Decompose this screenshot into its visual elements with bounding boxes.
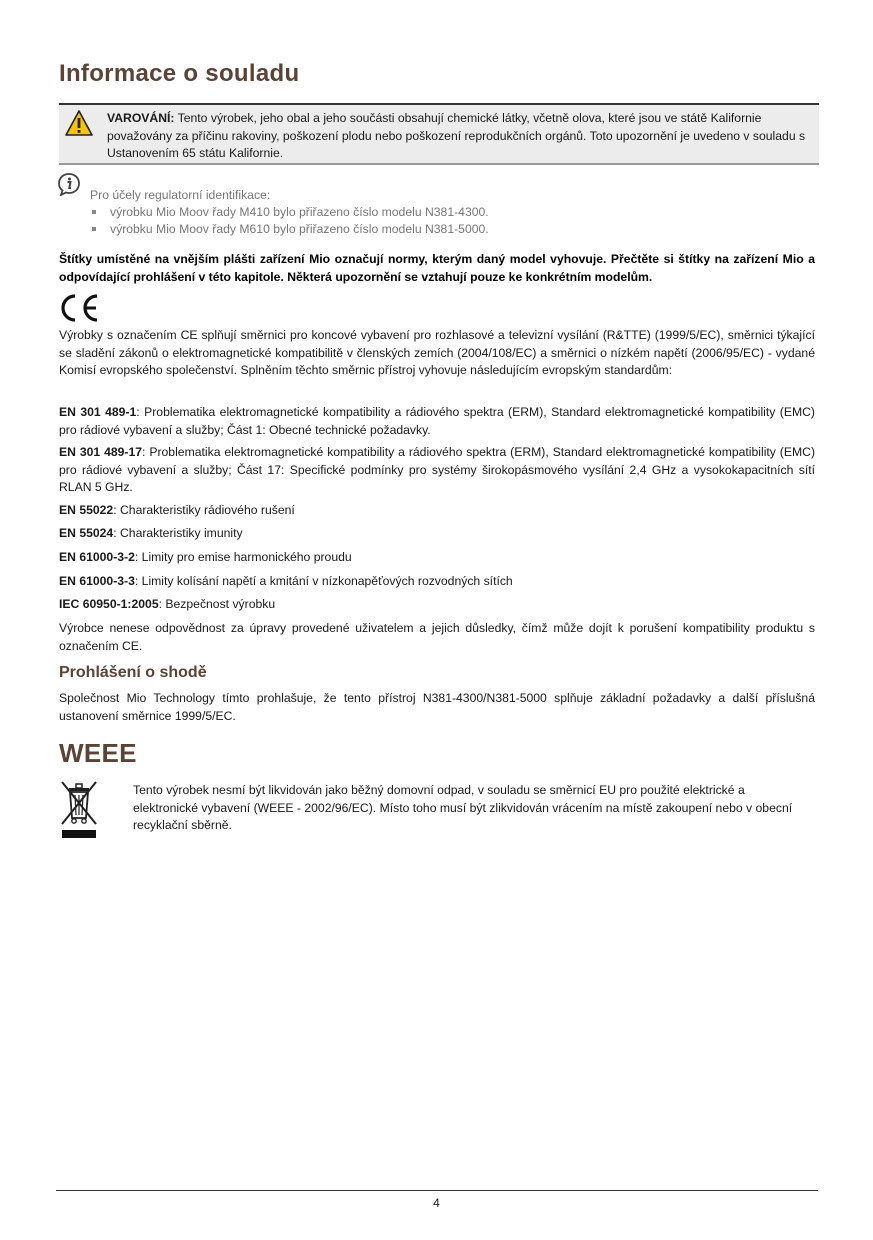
standard-desc: : Bezpečnost výrobku [158, 597, 276, 611]
standard-desc: : Problematika elektromagnetické kompatibility a rádiového spektra (ERM), Standard elektromagnetické kompatibility (EMC) pro rádiové vybavení a služby; Část 17: Specifické podmínky pro systémy širokopásmového vysílání 2,4 GHz a vysokokapacitních sítí RLAN 5 GHz. [59, 445, 815, 495]
standard-item [59, 525, 815, 543]
page-title: Informace o souladu [59, 60, 300, 87]
ce-mark-icon [59, 293, 101, 323]
standard-item [59, 549, 815, 567]
standard-item [59, 502, 815, 520]
standard-item [59, 404, 815, 439]
declaration-text: Společnost Mio Technology tímto prohlašuje, že tento přístroj N381-4300/N381-5000 splňuje základní požadavky a další příslušná ustanovení směrnice 1999/5/EC. [59, 691, 815, 723]
standard-code: IEC 60950-1:2005 [59, 597, 159, 611]
footer-divider [56, 1190, 818, 1191]
ce-description: Výrobky s označením CE splňují směrnici pro koncové vybavení pro rozhlasové a televizní vysílání (R&TTE) (1999/5/EC), směrnici týkající se sladění zákonů o elektromagnetické kompatibilitě v členských zemích (2004/108/EC) a směrnici o nízkém napětí (2006/95/EC) - vydané Komisí evropského společenství. Splněním těchto směrnic přístroj vyhovuje následujícím evropským standardům: [59, 328, 815, 378]
standard-item [59, 573, 815, 591]
manufacturer-note: Výrobce nenese odpovědnost za úpravy provedené uživatelem a jejich důsledky, čímž může dojít k porušení kompatibility produktu s označením CE. [59, 621, 815, 653]
standard-item [59, 444, 815, 497]
standard-code: EN 301 489-1 [59, 405, 137, 419]
warning-text [107, 110, 811, 163]
standard-desc: : Limity kolísání napětí a kmitání v nízkonapěťových rozvodných sítích [134, 574, 513, 588]
regulatory-note [90, 187, 489, 238]
note-intro: Pro účely regulatorní identifikace: [90, 188, 271, 202]
warning-label: VAROVÁNÍ: [107, 111, 175, 125]
weee-text: Tento výrobek nesmí být likvidován jako běžný domovní odpad, v souladu se směrnicí EU pro použité elektrické a elektronické vybavení (WEEE - 2002/96/EC). Místo toho musí být zlikvidován vrácením na místě zakoupení nebo v obecní recyklační sběrně. [133, 783, 793, 833]
weee-heading: WEEE [59, 738, 137, 768]
warning-box [59, 103, 819, 165]
standard-desc: : Charakteristiky rádiového rušení [113, 503, 295, 517]
standard-desc: : Charakteristiky imunity [113, 526, 243, 540]
note-list [90, 204, 489, 238]
standard-item [59, 596, 815, 614]
list-item: výrobku Mio Moov řady M410 bylo přiřazeno číslo modelu N381-4300. [90, 204, 489, 221]
standard-code: EN 61000-3-3 [59, 574, 135, 588]
standard-desc: : Limity pro emise harmonického proudu [134, 550, 352, 564]
info-note-icon [57, 172, 81, 196]
declaration-heading: Prohlášení o shodě [59, 664, 207, 681]
standard-code: EN 55024 [59, 526, 114, 540]
warning-icon [65, 110, 93, 136]
standard-code: EN 301 489-17 [59, 445, 143, 459]
list-item: výrobku Mio Moov řady M610 bylo přiřazeno číslo modelu N381-5000. [90, 221, 489, 238]
standard-desc: : Problematika elektromagnetické kompatibility a rádiového spektra (ERM), Standard elektromagnetické kompatibility (EMC) pro rádiové vybavení a služby; Část 1: Obecné technické požadavky. [59, 405, 815, 437]
standard-code: EN 61000-3-2 [59, 550, 135, 564]
page-number: 4 [433, 1196, 440, 1210]
warning-body: Tento výrobek, jeho obal a jeho součásti obsahují chemické látky, včetně olova, které jsou ve státě Kalifornie považovány za příčinu rakoviny, poškození plodu nebo poškození reprodukčních orgánů. Toto upozornění je uvedeno v souladu s Ustanovením 65 státu Kalifornie. [107, 111, 806, 160]
standard-code: EN 55022 [59, 503, 114, 517]
labels-notice: Štítky umístěné na vnějším plášti zařízení Mio označují normy, kterým daný model vyhovuje. Přečtěte si štítky na zařízení Mio a odpovídající prohlášení v této kapitole. Některá upozornění se vztahují pouze ke konkrétním modelům. [59, 252, 815, 284]
crossed-bin-icon [59, 780, 99, 840]
